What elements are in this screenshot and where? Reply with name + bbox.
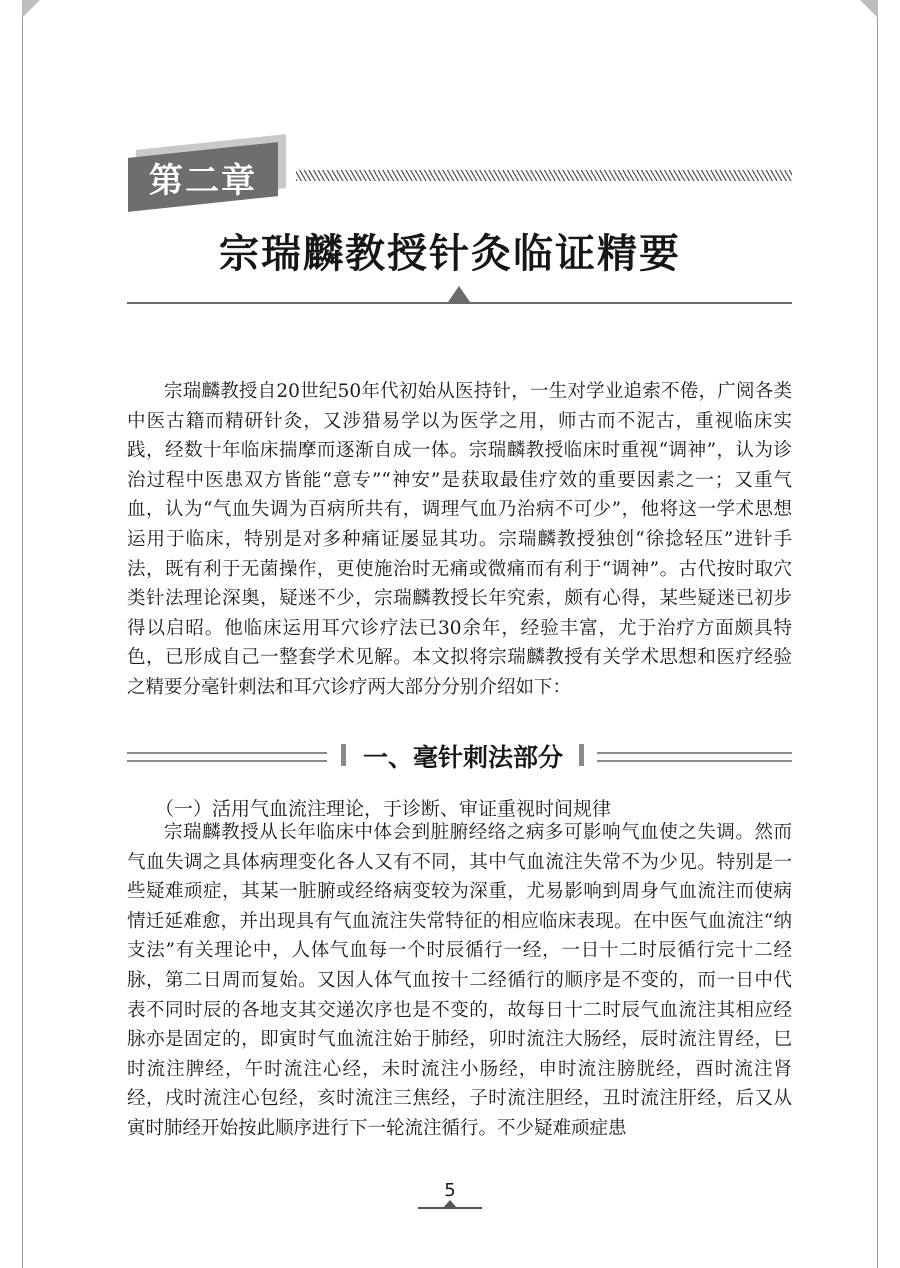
chapter-title: 宗瑞麟教授针灸临证精要 (219, 231, 681, 277)
section-double-line-right (597, 752, 792, 762)
corner-mark-right (860, 0, 878, 18)
corner-mark-left (22, 0, 40, 18)
chapter-label: 第二章 (149, 160, 257, 201)
section-title: 一、毫针刺法部分 (362, 743, 563, 772)
body-paragraph: 宗瑞麟教授从长年临床中体会到脏腑经络之病多可影响气血使之失调。然而气血失调之具体病理变化各人又有不同，其中气血流注失常不为少见。特别是一些疑难顽症，其某一脏腑或经络病变较为深重，尤易影响到周身气血流注而使病情迁延难愈，并出现具有气血流注失常特征的相应临床表现。在中医气血流注“纳支法”有关理论中，人体气血每一个时辰循行一经，一日十二时辰循行完十二经脉，第二日周而复始。又因人体气血按十二经循行的顺序是不变的，而一日中代表不同时辰的各地支其交递次序也是不变的，故每日十二时辰气血流注其相应经脉亦是固定的，即寅时气血流注始于肺经，卯时流注大肠经，辰时流注胃经，巳时流注脾经，午时流注心经，未时流注小肠经，申时流注膀胱经，酉时流注肾经，戌时流注心包经，亥时流注三焦经，子时流注胆经，丑时流注肝经，后又从寅时肺经开始按此顺序进行下一轮流注循行。不少疑难顽症患 (127, 822, 792, 1139)
title-triangle-ornament (448, 286, 470, 302)
page-number: 5 (444, 1180, 456, 1201)
chapter-badge (128, 148, 286, 204)
section-bar-right (579, 744, 584, 766)
subsection-title: （一）活用气血流注理论，于诊断、审证重视时间规律 (155, 798, 612, 820)
chapter-badge-box (128, 142, 278, 212)
section-double-line-left (127, 752, 327, 762)
page-number-rule (418, 1207, 482, 1209)
title-rule (127, 302, 792, 304)
chapter-hatch-line (296, 170, 792, 181)
section-heading (127, 740, 792, 770)
section-bar-left (341, 744, 346, 766)
intro-paragraph: 宗瑞麟教授自20世纪50年代初始从医持针，一生对学业追索不倦，广阅各类中医古籍而精研针灸，又涉猎易学以为医学之用，师古而不泥古，重视临床实践，经数十年临床揣摩而逐渐自成一体。宗瑞麟教授临床时重视“调神”，认为诊治过程中医患双方皆能“意专”“神安”是获取最佳疗效的重要因素之一；又重气血，认为“气血失调为百病所共有，调理气血乃治病不可少”，他将这一学术思想运用于临床，特别是对多种痛证屡显其功。宗瑞麟教授独创“徐捻轻压”进针手法，既有利于无菌操作，更使施治时无痛或微痛而有利于“调神”。古代按时取穴类针法理论深奥，疑迷不少，宗瑞麟教授长年究索，颇有心得，某些疑迷已初步得以启昭。他临床运用耳穴诊疗法已30余年，经验丰富，尤于治疗方面颇具特色，已形成自己一整套学术见解。本文拟将宗瑞麟教授有关学术思想和医疗经验之精要分毫针刺法和耳穴诊疗两大部分分别介绍如下： (127, 381, 792, 698)
